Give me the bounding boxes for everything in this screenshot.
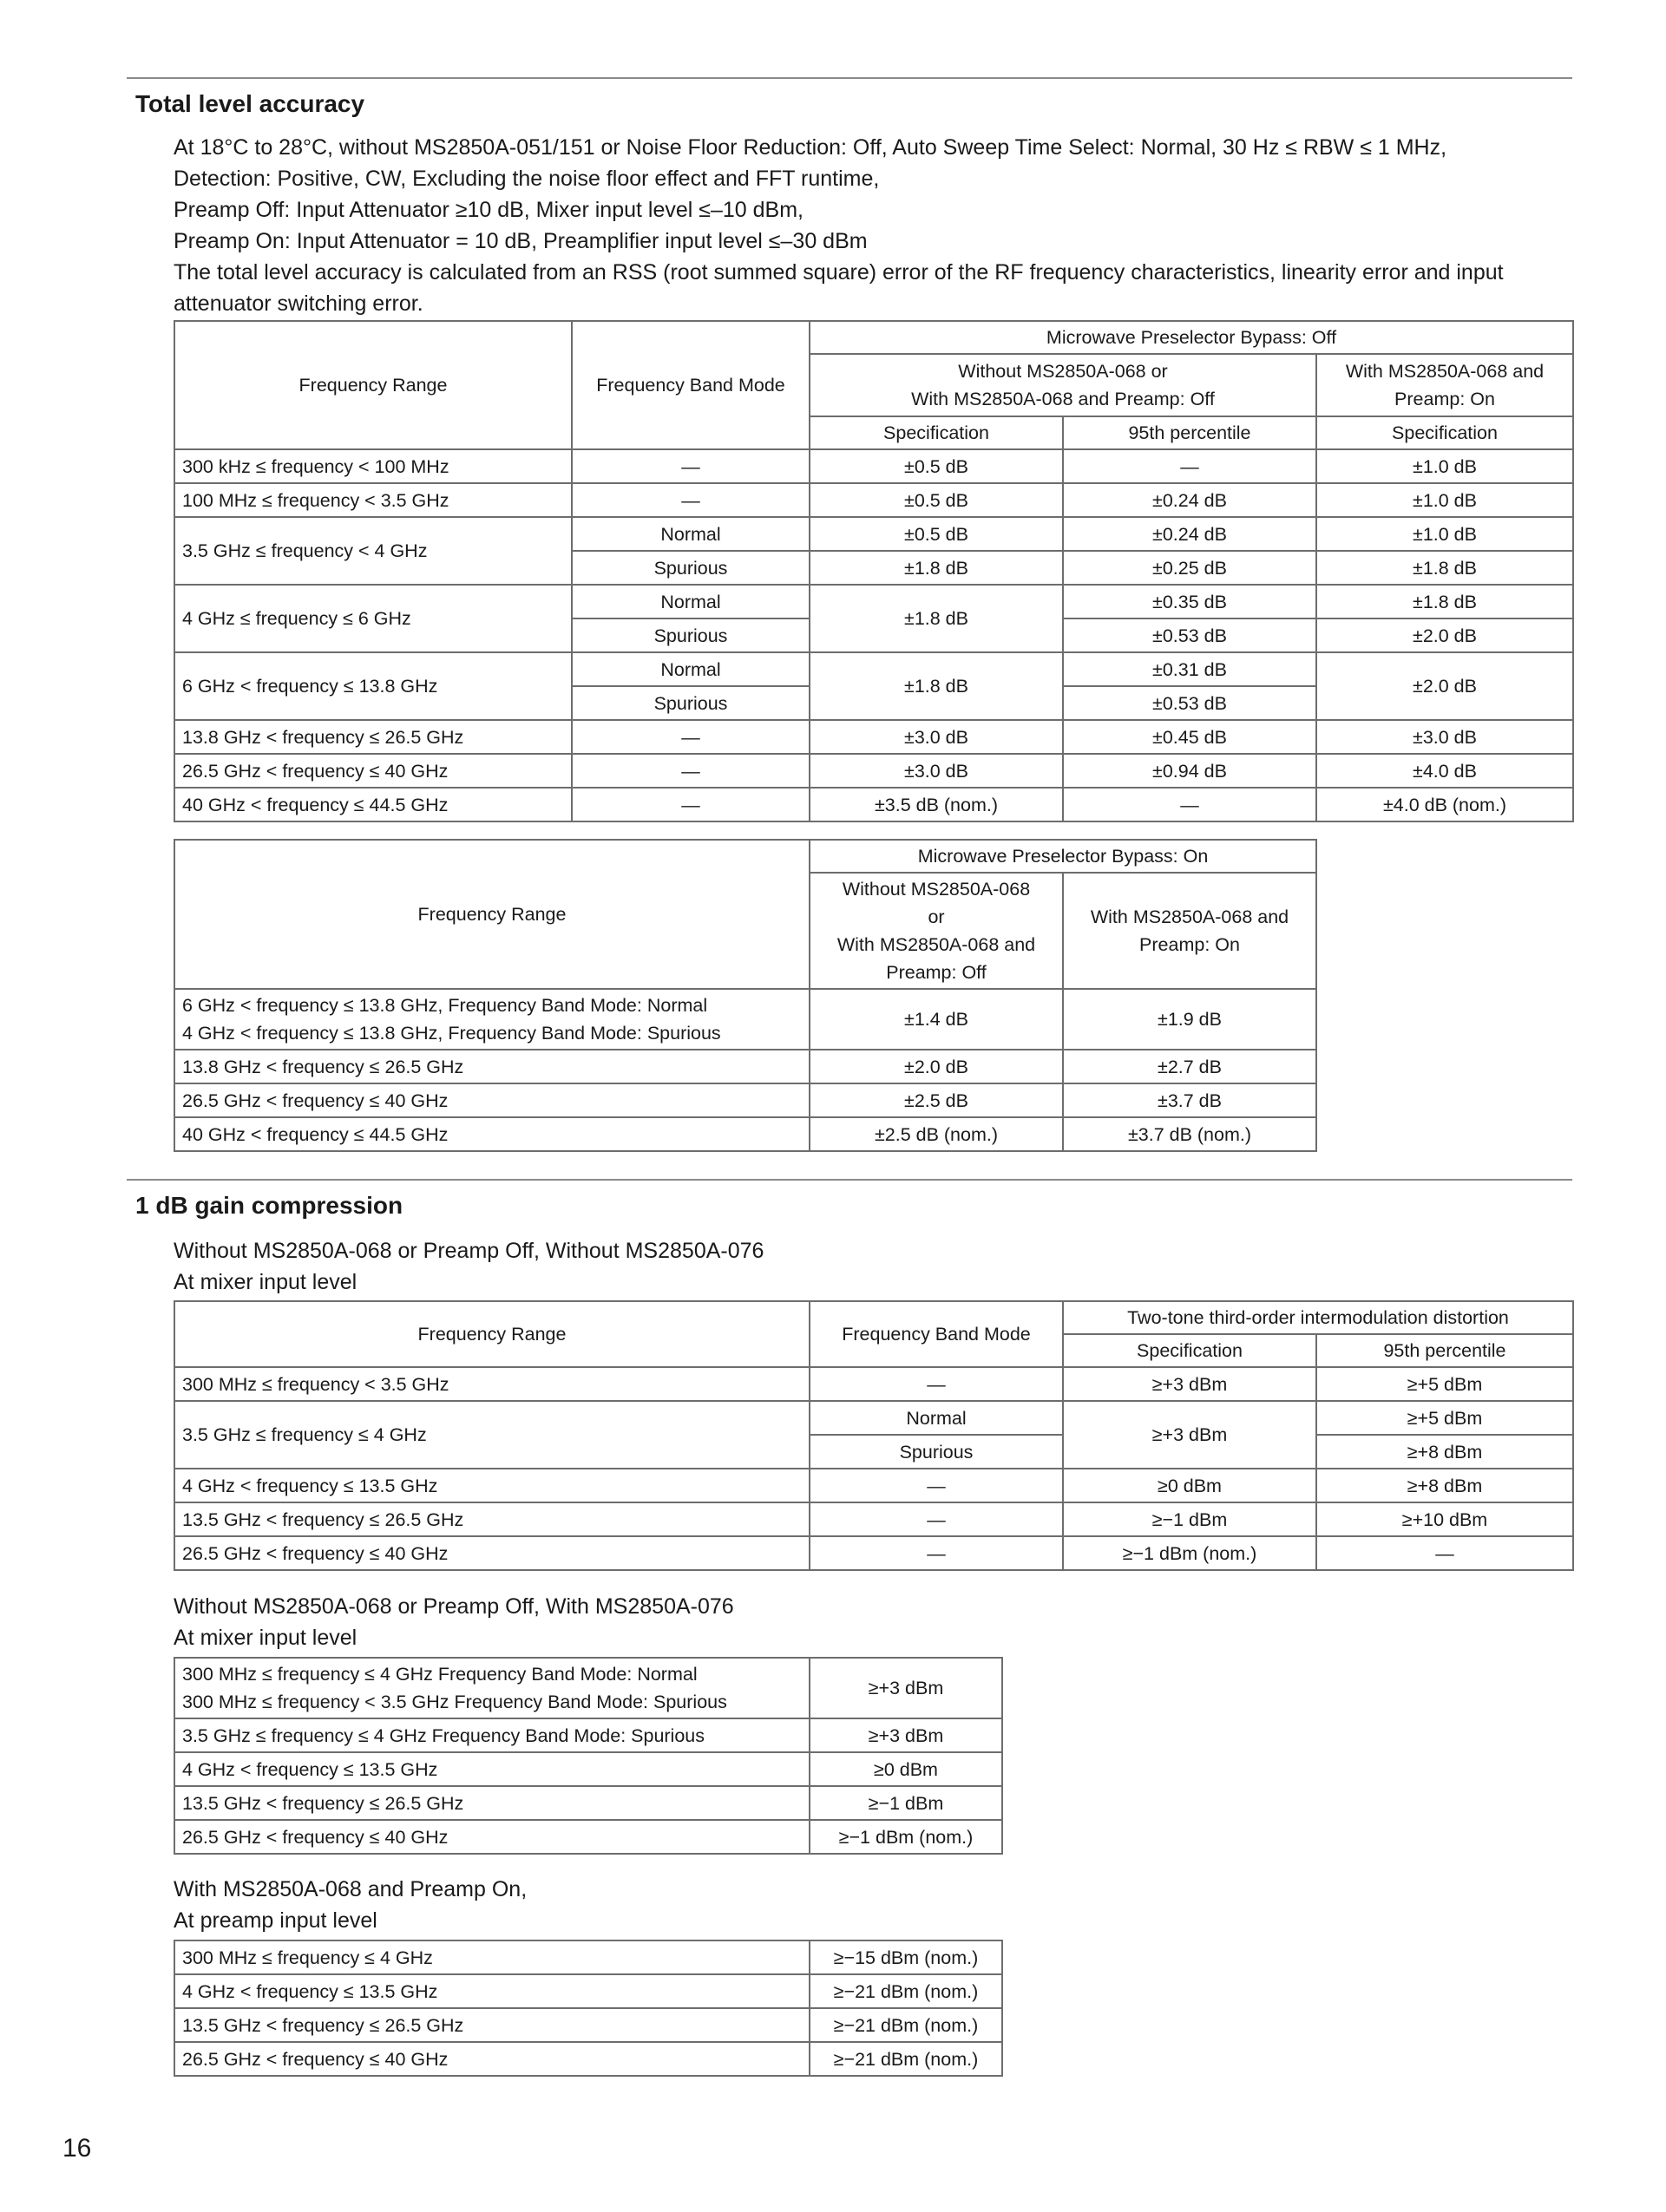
cell-without: ±1.4 dB — [810, 989, 1063, 1050]
cell-value: ≥+3 dBm — [810, 1658, 1002, 1718]
header-frequency-range: Frequency Range — [174, 840, 810, 989]
intro-line: attenuator switching error. — [174, 291, 423, 316]
cell-with: ±1.9 dB — [1063, 989, 1316, 1050]
table-row — [174, 1752, 1002, 1786]
table-row — [174, 1083, 1316, 1117]
header-line: Without MS2850A-068 or — [958, 361, 1168, 382]
cell-spec: ±3.5 dB (nom.) — [810, 788, 1063, 821]
header-without-068 — [810, 873, 1063, 989]
header-with-068 — [1316, 354, 1573, 416]
cell-spec: ±0.5 dB — [810, 449, 1063, 483]
header-line: Preamp: On — [1139, 934, 1240, 955]
cell-p95: ±0.45 dB — [1063, 720, 1316, 754]
cell-range: 13.5 GHz < frequency ≤ 26.5 GHz — [174, 1502, 810, 1536]
header-specification: Specification — [1063, 1334, 1316, 1367]
header-specification: Specification — [1316, 416, 1573, 449]
cell-p95: ±0.24 dB — [1063, 517, 1316, 551]
page-number: 16 — [62, 2134, 92, 2163]
cell-range: 4 GHz ≤ frequency ≤ 6 GHz — [174, 585, 572, 652]
cell-spec: ≥+3 dBm — [1063, 1401, 1316, 1469]
cell-without: ±2.5 dB (nom.) — [810, 1117, 1063, 1151]
cell-p95: ±0.53 dB — [1063, 618, 1316, 652]
cell-p95: ≥+10 dBm — [1316, 1502, 1573, 1536]
table-row — [174, 720, 1573, 754]
table-row — [174, 449, 1573, 483]
cell-mode: — — [810, 1367, 1063, 1401]
cell-range: 40 GHz < frequency ≤ 44.5 GHz — [174, 1117, 810, 1151]
section-rule — [127, 1179, 1572, 1181]
cell-range: 4 GHz < frequency ≤ 13.5 GHz — [174, 1974, 810, 2008]
cell-p95: — — [1316, 1536, 1573, 1570]
cell-mode: Normal — [572, 517, 810, 551]
cell-spec2: ±1.8 dB — [1316, 551, 1573, 585]
header-line: With MS2850A-068 and — [1345, 361, 1545, 382]
header-line: With MS2850A-068 and Preamp: Off — [911, 389, 1215, 409]
cell-spec: ±1.8 dB — [810, 652, 1063, 720]
table-row — [174, 652, 1573, 686]
range-line: 6 GHz < frequency ≤ 13.8 GHz, Frequency Band Mode: Normal — [182, 995, 708, 1016]
intro-line: Preamp On: Input Attenuator = 10 dB, Preamplifier input level ≤–30 dBm — [174, 229, 868, 253]
cell-p95: ±0.53 dB — [1063, 686, 1316, 720]
cell-mode: Spurious — [572, 686, 810, 720]
cell-spec2: ±1.0 dB — [1316, 517, 1573, 551]
cell-mode: — — [572, 788, 810, 821]
gain-compression-table — [174, 1300, 1574, 1571]
range-line: 300 MHz ≤ frequency ≤ 4 GHz Frequency Band Mode: Normal — [182, 1664, 698, 1685]
subtitle-block — [174, 1235, 1562, 1298]
accuracy-table-bypass-off — [174, 320, 1574, 822]
cell-p95: — — [1063, 449, 1316, 483]
table-row — [174, 1367, 1573, 1401]
cell-p95: — — [1063, 788, 1316, 821]
cell-p95: ≥+8 dBm — [1316, 1435, 1573, 1469]
subtitle-line: With MS2850A-068 and Preamp On, — [174, 1877, 528, 1901]
cell-mode: — — [572, 449, 810, 483]
subtitle-line: Without MS2850A-068 or Preamp Off, With MS2850A-076 — [174, 1594, 734, 1619]
table-row — [174, 1502, 1573, 1536]
cell-mode: — — [810, 1469, 1063, 1502]
header-without-068 — [810, 354, 1316, 416]
header-frequency-range: Frequency Range — [174, 321, 572, 449]
cell-value: ≥−21 dBm (nom.) — [810, 2008, 1002, 2042]
header-group-bypass-off: Microwave Preselector Bypass: Off — [810, 321, 1573, 354]
cell-value: ≥+3 dBm — [810, 1718, 1002, 1752]
header-line: With MS2850A-068 and — [836, 934, 1036, 955]
table-row — [174, 1974, 1002, 2008]
header-group-imd: Two-tone third-order intermodulation distortion — [1063, 1301, 1573, 1334]
cell-p95: ±0.25 dB — [1063, 551, 1316, 585]
table-row — [174, 754, 1573, 788]
cell-mode: Normal — [572, 652, 810, 686]
cell-value: ≥−1 dBm — [810, 1786, 1002, 1820]
table-row — [174, 483, 1573, 517]
cell-mode: — — [572, 483, 810, 517]
table-row — [174, 517, 1573, 551]
cell-mode: — — [810, 1536, 1063, 1570]
intro-paragraph — [174, 132, 1562, 319]
cell-p95: ≥+8 dBm — [1316, 1469, 1573, 1502]
cell-spec: ±0.5 dB — [810, 517, 1063, 551]
cell-spec: ≥−1 dBm (nom.) — [1063, 1536, 1316, 1570]
header-frequency-range: Frequency Range — [174, 1301, 810, 1367]
header-group-bypass-on: Microwave Preselector Bypass: On — [810, 840, 1316, 873]
cell-range: 4 GHz < frequency ≤ 13.5 GHz — [174, 1469, 810, 1502]
cell-p95: ±0.31 dB — [1063, 652, 1316, 686]
subtitle-block — [174, 1874, 1562, 1936]
cell-spec2: ±4.0 dB — [1316, 754, 1573, 788]
table-row — [174, 1940, 1002, 1974]
cell-range: 3.5 GHz ≤ frequency ≤ 4 GHz — [174, 1401, 810, 1469]
table-row — [174, 2042, 1002, 2076]
cell-spec: ±0.5 dB — [810, 483, 1063, 517]
cell-without: ±2.0 dB — [810, 1050, 1063, 1083]
intro-line: Preamp Off: Input Attenuator ≥10 dB, Mixer input level ≤–10 dBm, — [174, 198, 803, 222]
cell-range — [174, 1658, 810, 1718]
cell-range: 26.5 GHz < frequency ≤ 40 GHz — [174, 2042, 810, 2076]
header-specification: Specification — [810, 416, 1063, 449]
cell-spec2: ±1.8 dB — [1316, 585, 1573, 618]
header-line: With MS2850A-068 and — [1090, 906, 1289, 927]
table-row — [174, 788, 1573, 821]
intro-line: Detection: Positive, CW, Excluding the noise floor effect and FFT runtime, — [174, 167, 880, 191]
cell-range: 26.5 GHz < frequency ≤ 40 GHz — [174, 1083, 810, 1117]
header-frequency-band-mode: Frequency Band Mode — [810, 1301, 1063, 1367]
table-row — [174, 1786, 1002, 1820]
header-95th-percentile: 95th percentile — [1316, 1334, 1573, 1367]
cell-spec2: ±4.0 dB (nom.) — [1316, 788, 1573, 821]
table-row — [174, 585, 1573, 618]
cell-range: 26.5 GHz < frequency ≤ 40 GHz — [174, 754, 572, 788]
cell-spec2: ±2.0 dB — [1316, 618, 1573, 652]
table-row — [174, 1536, 1573, 1570]
table-row — [174, 1718, 1002, 1752]
top-rule — [127, 77, 1572, 79]
intro-line: At 18°C to 28°C, without MS2850A-051/151 or Noise Floor Reduction: Off, Auto Sweep Time Select: Normal, 30 Hz ≤ RBW ≤ 1 MHz, — [174, 135, 1447, 160]
table-row — [174, 1658, 1002, 1718]
header-with-068 — [1063, 873, 1316, 989]
intro-line: The total level accuracy is calculated from an RSS (root summed square) error of the RF frequency characteristics, linearity error and input — [174, 260, 1504, 285]
header-line: Preamp: Off — [886, 962, 987, 983]
subtitle-block — [174, 1591, 1562, 1653]
cell-with: ±3.7 dB — [1063, 1083, 1316, 1117]
range-line: 4 GHz < frequency ≤ 13.8 GHz, Frequency Band Mode: Spurious — [182, 1023, 721, 1044]
cell-range: 3.5 GHz ≤ frequency < 4 GHz — [174, 517, 572, 585]
cell-value: ≥0 dBm — [810, 1752, 1002, 1786]
cell-p95: ≥+5 dBm — [1316, 1367, 1573, 1401]
cell-p95: ±0.94 dB — [1063, 754, 1316, 788]
cell-mode: — — [572, 754, 810, 788]
cell-without: ±2.5 dB — [810, 1083, 1063, 1117]
cell-p95: ±0.35 dB — [1063, 585, 1316, 618]
header-95th-percentile: 95th percentile — [1063, 416, 1316, 449]
cell-range — [174, 989, 810, 1050]
cell-mode: Spurious — [572, 551, 810, 585]
table-row — [174, 1401, 1573, 1435]
cell-range: 4 GHz < frequency ≤ 13.5 GHz — [174, 1752, 810, 1786]
subtitle-line: At mixer input level — [174, 1626, 357, 1650]
cell-range: 13.5 GHz < frequency ≤ 26.5 GHz — [174, 1786, 810, 1820]
cell-spec: ±1.8 dB — [810, 585, 1063, 652]
cell-p95: ±0.24 dB — [1063, 483, 1316, 517]
cell-mode: Spurious — [572, 618, 810, 652]
cell-spec: ±3.0 dB — [810, 720, 1063, 754]
cell-value: ≥−1 dBm (nom.) — [810, 1820, 1002, 1854]
cell-range: 3.5 GHz ≤ frequency ≤ 4 GHz Frequency Band Mode: Spurious — [174, 1718, 810, 1752]
cell-range: 13.8 GHz < frequency ≤ 26.5 GHz — [174, 1050, 810, 1083]
cell-value: ≥−15 dBm (nom.) — [810, 1940, 1002, 1974]
cell-spec: ±1.8 dB — [810, 551, 1063, 585]
cell-value: ≥−21 dBm (nom.) — [810, 1974, 1002, 2008]
cell-spec2: ±3.0 dB — [1316, 720, 1573, 754]
table-row — [174, 1050, 1316, 1083]
cell-spec: ≥+3 dBm — [1063, 1367, 1316, 1401]
cell-range: 100 MHz ≤ frequency < 3.5 GHz — [174, 483, 572, 517]
cell-mode: — — [810, 1502, 1063, 1536]
cell-mode: — — [572, 720, 810, 754]
cell-spec: ±3.0 dB — [810, 754, 1063, 788]
cell-value: ≥−21 dBm (nom.) — [810, 2042, 1002, 2076]
subtitle-line: At preamp input level — [174, 1908, 377, 1933]
table-row — [174, 1820, 1002, 1854]
cell-p95: ≥+5 dBm — [1316, 1401, 1573, 1435]
cell-mode: Normal — [572, 585, 810, 618]
range-line: 300 MHz ≤ frequency < 3.5 GHz Frequency Band Mode: Spurious — [182, 1692, 727, 1712]
cell-range: 300 kHz ≤ frequency < 100 MHz — [174, 449, 572, 483]
cell-range: 26.5 GHz < frequency ≤ 40 GHz — [174, 1820, 810, 1854]
subtitle-line: At mixer input level — [174, 1270, 357, 1294]
cell-spec2: ±2.0 dB — [1316, 652, 1573, 720]
cell-mode: Spurious — [810, 1435, 1063, 1469]
cell-range: 26.5 GHz < frequency ≤ 40 GHz — [174, 1536, 810, 1570]
section-heading-total-level-accuracy: Total level accuracy — [135, 90, 365, 117]
table-row — [174, 1117, 1316, 1151]
cell-with: ±3.7 dB (nom.) — [1063, 1117, 1316, 1151]
subtitle-line: Without MS2850A-068 or Preamp Off, Without MS2850A-076 — [174, 1239, 764, 1263]
cell-with: ±2.7 dB — [1063, 1050, 1316, 1083]
table-row — [174, 989, 1316, 1050]
cell-range: 6 GHz < frequency ≤ 13.8 GHz — [174, 652, 572, 720]
cell-range: 13.8 GHz < frequency ≤ 26.5 GHz — [174, 720, 572, 754]
header-frequency-band-mode: Frequency Band Mode — [572, 321, 810, 449]
table-row — [174, 1469, 1573, 1502]
cell-spec2: ±1.0 dB — [1316, 449, 1573, 483]
gain-compression-table-preamp-on — [174, 1940, 1003, 2077]
table-row — [174, 2008, 1002, 2042]
gain-compression-table-076 — [174, 1657, 1003, 1855]
accuracy-table-bypass-on — [174, 839, 1317, 1152]
cell-range: 13.5 GHz < frequency ≤ 26.5 GHz — [174, 2008, 810, 2042]
cell-range: 300 MHz ≤ frequency < 3.5 GHz — [174, 1367, 810, 1401]
cell-spec2: ±1.0 dB — [1316, 483, 1573, 517]
cell-spec: ≥−1 dBm — [1063, 1502, 1316, 1536]
cell-spec: ≥0 dBm — [1063, 1469, 1316, 1502]
cell-range: 40 GHz < frequency ≤ 44.5 GHz — [174, 788, 572, 821]
cell-mode: Normal — [810, 1401, 1063, 1435]
header-line: Preamp: On — [1394, 389, 1495, 409]
header-line: Without MS2850A-068 — [842, 879, 1031, 900]
header-line: or — [928, 906, 945, 927]
section-heading-gain-compression: 1 dB gain compression — [135, 1192, 403, 1219]
cell-range: 300 MHz ≤ frequency ≤ 4 GHz — [174, 1940, 810, 1974]
